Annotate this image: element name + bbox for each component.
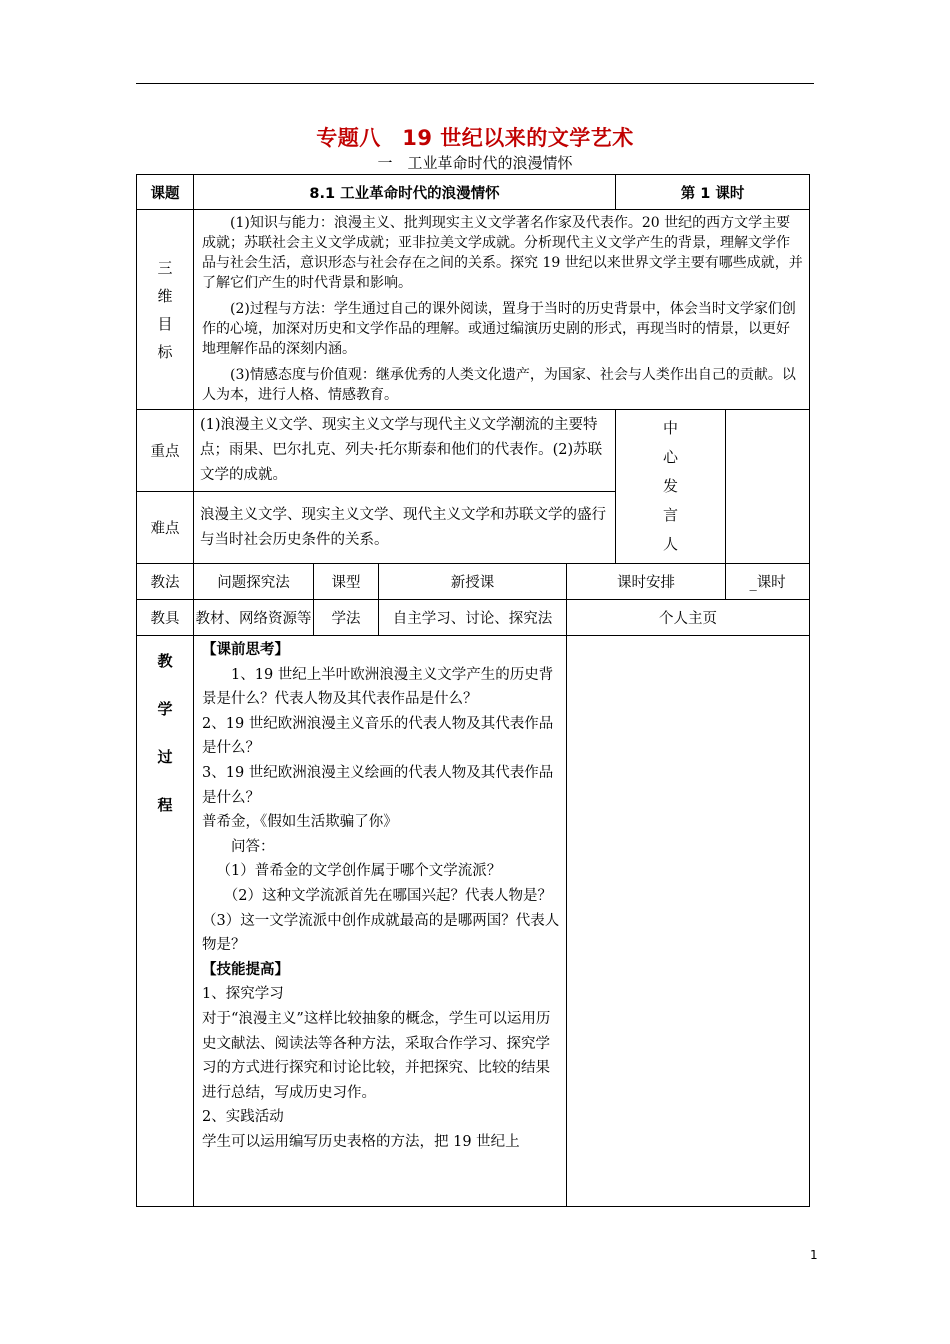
page-subtitle: 一 工业革命时代的浪漫情怀 (377, 154, 573, 172)
process-char-4: 程 (157, 796, 173, 814)
method-value: 问题探究法 (194, 564, 314, 600)
study-label: 学法 (314, 600, 379, 636)
goal-knowledge: (1)知识与能力：浪漫主义、批判现实主义文学著名作家及代表作。20 世纪的西方文学主要成就；苏联社会主义文学成就；亚非拉美文学成就。分析现代主义文学产生的背景，理解文学作品与社会生活，意识形态与社会存在之间的关系。探究 19 世纪以来世界文学主要有哪些成就，并了解它们产生的时代背景和影响。 (202, 215, 803, 291)
lesson-plan-table (136, 174, 810, 1207)
method-label: 教法 (137, 564, 194, 600)
type-value: 新授课 (379, 564, 567, 600)
skill-2-title: 2、实践活动 (202, 1109, 284, 1126)
section-heading-skills: 【技能提高】 (202, 961, 289, 978)
header-rule (136, 83, 814, 84)
study-value: 自主学习、讨论、探究法 (379, 600, 567, 636)
type-label: 课型 (314, 564, 379, 600)
process-label (137, 636, 194, 1207)
key-text: (1)浪漫主义文学、现实主义文学与现代主义文学潮流的主要特点；雨果、巴尔扎克、列夫·托尔斯泰和他们的代表作。(2)苏联文学的成就。 (194, 410, 616, 492)
goal-attitude: (3)情感态度与价值观：继承优秀的人类文化遗产，为国家、社会与人类作出自己的贡献。以人为本，进行人格、情感教育。 (202, 367, 796, 403)
answer-question-3: （3）这一文学流派中创作成就最高的是哪两国？代表人物是？ (202, 912, 560, 954)
key-row (137, 410, 810, 492)
page-title: 专题八 19 世纪以来的文学艺术 (316, 126, 634, 150)
skill-1-text: 对于“浪漫主义”这样比较抽象的概念，学生可以运用历史文献法、阅读法等各种方法，采取合作学习、探究学习的方式进行探究和讨论比较，并把探究、比较的结果进行总结，写成历史习作。 (202, 1010, 551, 1101)
schedule-value: _课时 (726, 564, 810, 600)
personal-label: 个人主页 (567, 600, 810, 636)
diff-label: 难点 (137, 492, 194, 564)
process-content (194, 636, 567, 1207)
skill-1-title: 1、探究学习 (202, 986, 284, 1003)
process-char-3: 过 (157, 748, 173, 766)
goal-process: (2)过程与方法：学生通过自己的课外阅读，置身于当时的历史背景中，体会当时文学家们创作的心境，加深对历史和文学作品的理解。或通过编演历史剧的形式，再现当时的情景，以更好地理解作品的深刻内涵。 (202, 301, 796, 357)
lesson-title: 8.1 工业革命时代的浪漫情怀 (194, 175, 616, 210)
process-char-2: 学 (157, 700, 173, 718)
center-speaker-label: 中心发言人 (616, 410, 726, 564)
key-label: 重点 (137, 410, 194, 492)
question-1: 1、19 世纪上半叶欧洲浪漫主义文学产生的历史背景是什么？代表人物及其代表作品是什么？ (202, 666, 554, 708)
goals-row (137, 210, 810, 410)
process-row (137, 636, 810, 1207)
answer-question-1: （1）普希金的文学创作属于哪个文学流派？ (216, 863, 502, 880)
goals-label: 三维目标 (137, 210, 194, 410)
tools-label: 教具 (137, 600, 194, 636)
process-notes-cell (567, 636, 810, 1207)
question-3: 3、19 世纪欧洲浪漫主义绘画的代表人物及其代表作品是什么？ (202, 764, 554, 806)
tools-value: 教材、网络资源等 (194, 600, 314, 636)
tools-row (137, 600, 810, 636)
diff-text: 浪漫主义文学、现实主义文学、现代主义文学和苏联文学的盛行与当时社会历史条件的关系。 (194, 492, 616, 564)
qa-label: 问答： (231, 838, 275, 855)
process-char-1: 教 (157, 652, 173, 670)
lesson-label: 课题 (137, 175, 194, 210)
schedule-label: 课时安排 (567, 564, 726, 600)
goals-cell (194, 210, 810, 410)
poem-reference: 普希金，《假如生活欺骗了你》 (202, 814, 398, 831)
question-2: 2、19 世纪欧洲浪漫主义音乐的代表人物及其代表作品是什么？ (202, 715, 554, 757)
lesson-row (137, 175, 810, 210)
section-heading-prethink: 【课前思考】 (202, 642, 289, 658)
page-number: 1 (810, 1248, 818, 1262)
answer-question-2: （2）这种文学流派首先在哪国兴起？代表人物是？ (223, 887, 552, 904)
period-label: 第 1 课时 (616, 175, 810, 210)
center-speaker-cell (726, 410, 810, 564)
skill-2-text: 学生可以运用编写历史表格的方法，把 19 世纪上 (202, 1133, 520, 1150)
method-row (137, 564, 810, 600)
